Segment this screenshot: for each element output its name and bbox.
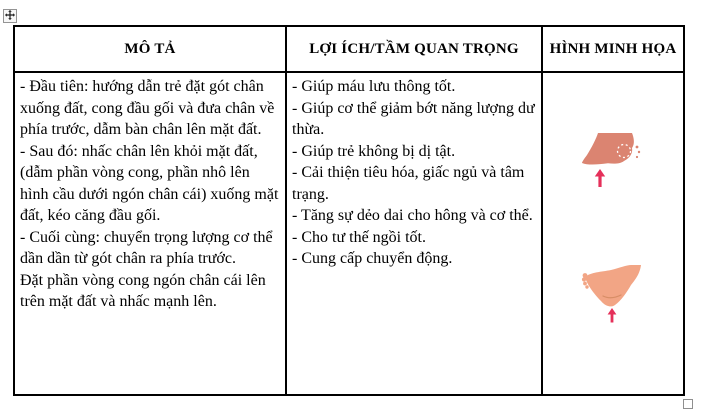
description-paragraph[interactable]: - Đầu tiên: hướng dẫn trẻ đặt gót chân xuống đất, cong đầu gối và đưa chân về phía trước, dẫm bàn chân lên mặt đất. (20, 78, 275, 138)
up-arrow-icon (595, 169, 605, 187)
description-paragraph[interactable]: - Sau đó: nhấc chân lên khỏi mặt đất, (dẫm phần vòng cong, phần nhô lên hình cầu dưới ngón chân cái) xuống mặt đất, kéo căng đầu gối. (20, 142, 279, 224)
exercise-table (13, 25, 685, 396)
header-illustration[interactable]: HÌNH MINH HỌA (542, 26, 684, 72)
benefit-item[interactable]: - Cung cấp chuyển động. (292, 250, 453, 267)
toe-bump (583, 282, 587, 286)
benefit-item[interactable]: - Giúp máu lưu thông tốt. (292, 78, 456, 95)
toe-dot (636, 146, 639, 149)
benefit-item[interactable]: - Giúp cơ thể giảm bớt năng lượng dư thừa. (292, 99, 535, 138)
illustration-cell[interactable] (542, 72, 684, 395)
illustration-stack (544, 74, 682, 323)
toe-dot (638, 151, 640, 153)
foot-shape (582, 133, 634, 165)
benefit-item[interactable]: - Cho tư thế ngồi tốt. (292, 228, 426, 246)
toe-dot (636, 156, 638, 158)
benefit-item[interactable]: - Cải thiện tiêu hóa, giấc ngủ và tâm trạng. (292, 164, 525, 203)
toe-bump (583, 273, 588, 278)
benefits-cell[interactable] (286, 72, 542, 395)
description-paragraph[interactable]: - Cuối cùng: chuyển trọng lượng cơ thể dần dần từ gót chân ra phía trước. (20, 228, 273, 267)
body-row (14, 72, 684, 395)
header-benefits[interactable]: LỢI ÍCH/TẦM QUAN TRỌNG (286, 26, 542, 72)
header-row (14, 26, 684, 72)
benefit-item[interactable]: - Tăng sự dẻo dai cho hông và cơ thể. (292, 207, 533, 224)
move-cross-icon (5, 7, 15, 25)
foot-shape (585, 265, 641, 306)
header-description[interactable]: MÔ TẢ (14, 26, 286, 72)
foot-tilted-illustration[interactable] (581, 265, 645, 323)
benefit-item[interactable]: - Giúp trẻ không bị dị tật. (292, 142, 456, 160)
table-resize-handle[interactable] (683, 399, 693, 409)
foot-pointed-illustration[interactable] (580, 131, 646, 189)
toe-bump (585, 285, 588, 288)
toe-bump (582, 277, 586, 281)
description-paragraph[interactable]: Đặt phần vòng cong ngón chân cái lên trên mặt đất và nhấc mạnh lên. (20, 271, 266, 310)
table-move-handle[interactable] (3, 9, 17, 23)
up-arrow-icon (608, 308, 617, 323)
description-cell[interactable] (14, 72, 286, 395)
